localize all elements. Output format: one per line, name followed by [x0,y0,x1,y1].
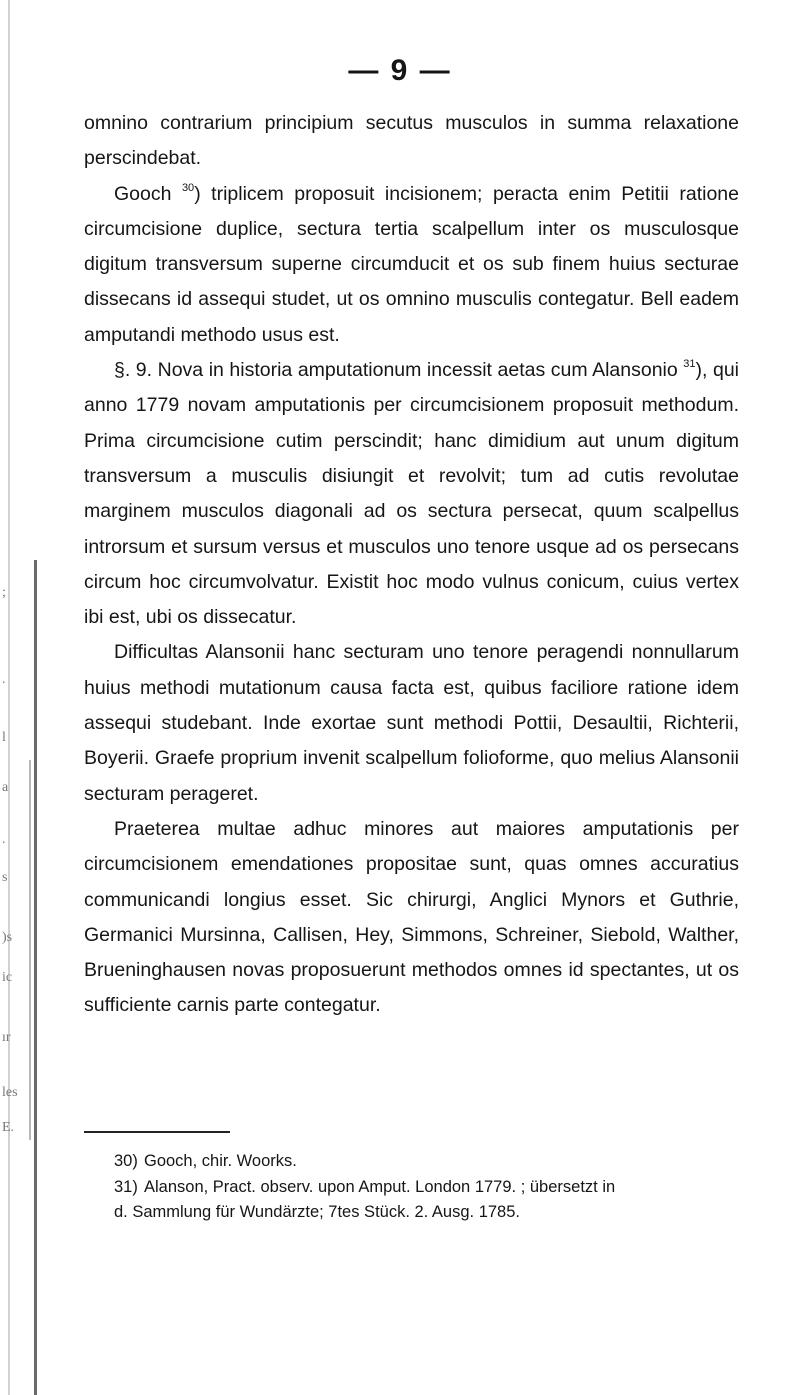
footnotes [84,1149,744,1226]
main-text [84,106,739,1024]
footnote-30: 30) Gooch, chir. Woorks. [114,1152,297,1170]
paragraph-2: Gooch $^{30}$) triplicem proposuit incisionem; peracta enim Petitii ratione circumcisione duplice, sectura tertia scalpellum inter os musculosque digitum transversum superne circumducit et os sub finem huius secturae dissecans id assequi studet, ut os omnino musculis contegatur. Bell eadem amputandi methodo usus est. [84,181,739,346]
footnote-ref-30: 30 [181,181,195,194]
paragraph-5: Praeterea multae adhuc minores aut maiores amputationis per circumcisionem emendationes propositae sunt, quas omnes accuratius communicandi longius esset. Sic chirurgi, Anglici Mynors et Guthrie, Germanici Mursinna, Callisen, Hey, Simmons, Schreiner, Siebold, Walther, Brueninghausen novas proposuerunt methodos omnes id spectantes, ut os sufficiente carnis parte contegatur. [84,817,739,1017]
page-number: — 9 — [348,54,452,87]
footnote-31-continued: d. Sammlung für Wundärzte; 7tes Stück. 2. Ausg. 1785. [114,1203,520,1221]
margin-bleed-through: ; . l a . s )s ic ır les E. [2,585,18,1135]
paragraph-4: Difficultas Alansonii hanc secturam uno tenore peragendi nonnullarum huius methodi mutationum causa facta est, quibus faciliore ratione idem assequi studebant. Inde exortae sunt methodi Pottii, Desaultii, Richterii, Boyerii. Graefe proprium invenit scalpellum folioforme, quo melius Alansonii secturam perageret. [84,641,739,805]
paragraph-3: §. 9. Nova in historia amputationum incessit aetas cum Alansonio $^{31}$), qui anno 1779 novam amputationis per circumcisionem proposuit methodum. Prima circumcisione cutim perscindit; hanc dimidium aut unum digitum transversum a musculis disiungit et revolvit; tum ad cutis revolutae marginem musculos diagonali ad os sectura persecat, quum scalpellus introrsum et sursum versus et musculos uno tenore usque ad os persecans circum hoc circumvolvatur. Existit hoc modo vulnus conicum, cuius vertex ibi est, ubi os dissecatur. [84,358,739,629]
footnote-divider [84,1131,230,1133]
paragraph-1: omnino contrarium principium secutus musculos in summa relaxatione perscindebat. [84,112,739,170]
footnote-31: 31) Alanson, Pract. observ. upon Amput. London 1779. ; übersetzt in [114,1177,616,1196]
footnote-ref-31: 31 [683,358,696,371]
